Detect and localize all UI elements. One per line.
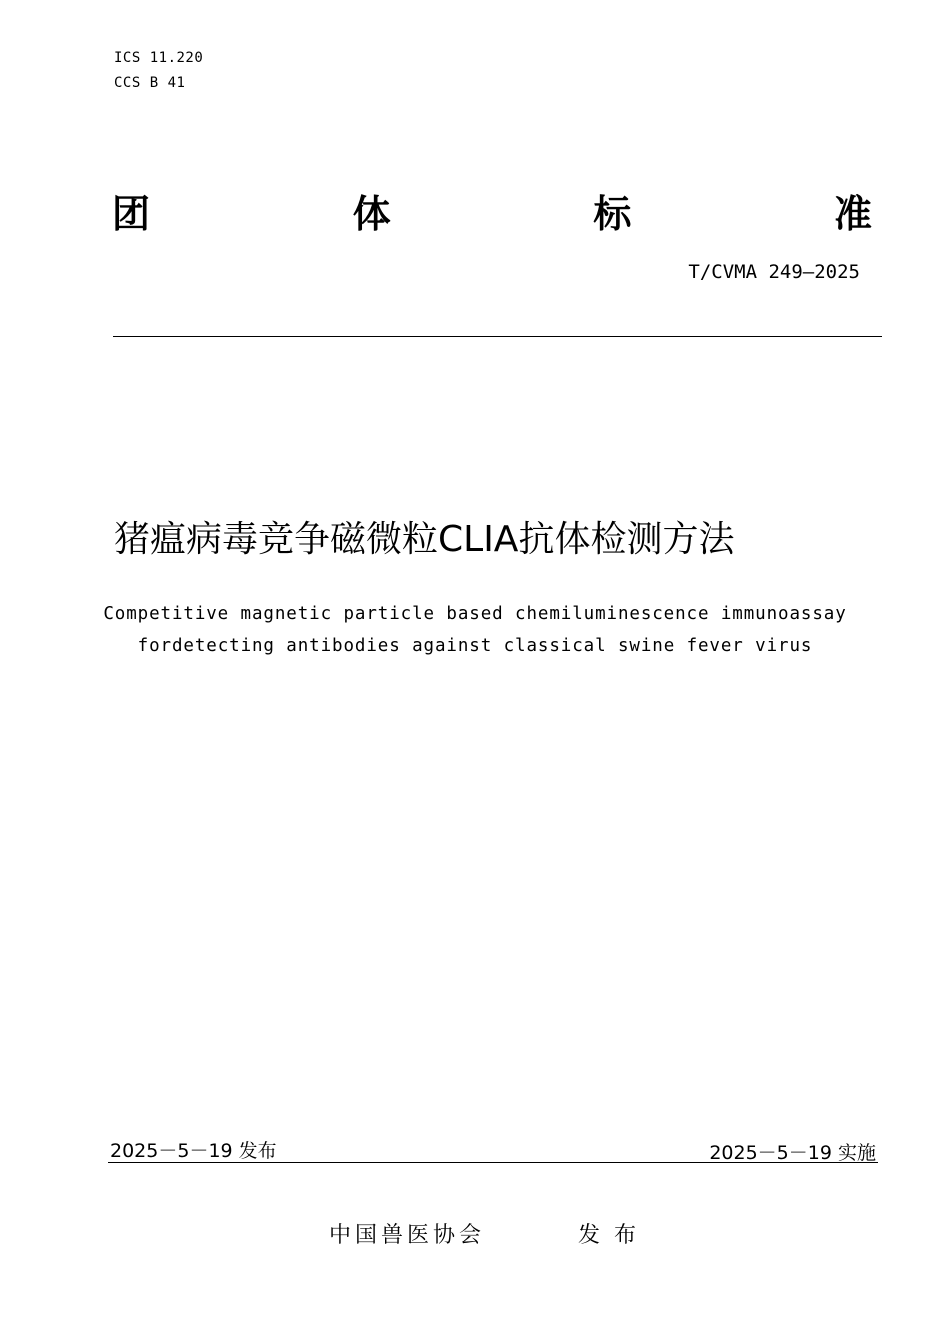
header-divider [113, 336, 882, 337]
title-english-block [0, 598, 950, 662]
ics-code: ICS 11.220 [114, 50, 204, 66]
ccs-code: CCS B 41 [114, 75, 186, 91]
title-chinese: 猪瘟病毒竞争磁微粒CLIA抗体检测方法 [114, 519, 735, 560]
publisher-name: 中国兽医协会 [329, 1223, 486, 1248]
standard-number: T/CVMA 249—2025 [688, 261, 860, 283]
title-english-line1: Competitive magnetic particle based chemiluminescence immunoassay [103, 604, 847, 624]
publish-label: 发布 [578, 1223, 651, 1248]
standard-type-heading [112, 182, 872, 238]
standard-type-char: 准 [833, 191, 872, 236]
title-english-line2: fordetecting antibodies against classical swine fever virus [137, 636, 813, 656]
standard-type-char: 标 [593, 191, 632, 236]
standard-type-char: 团 [112, 191, 151, 236]
date-divider [108, 1162, 878, 1163]
standard-type-char: 体 [352, 191, 391, 236]
publish-date: 2025－5－19 发布 [110, 1140, 277, 1162]
implementation-date: 2025－5－19 实施 [709, 1142, 876, 1164]
